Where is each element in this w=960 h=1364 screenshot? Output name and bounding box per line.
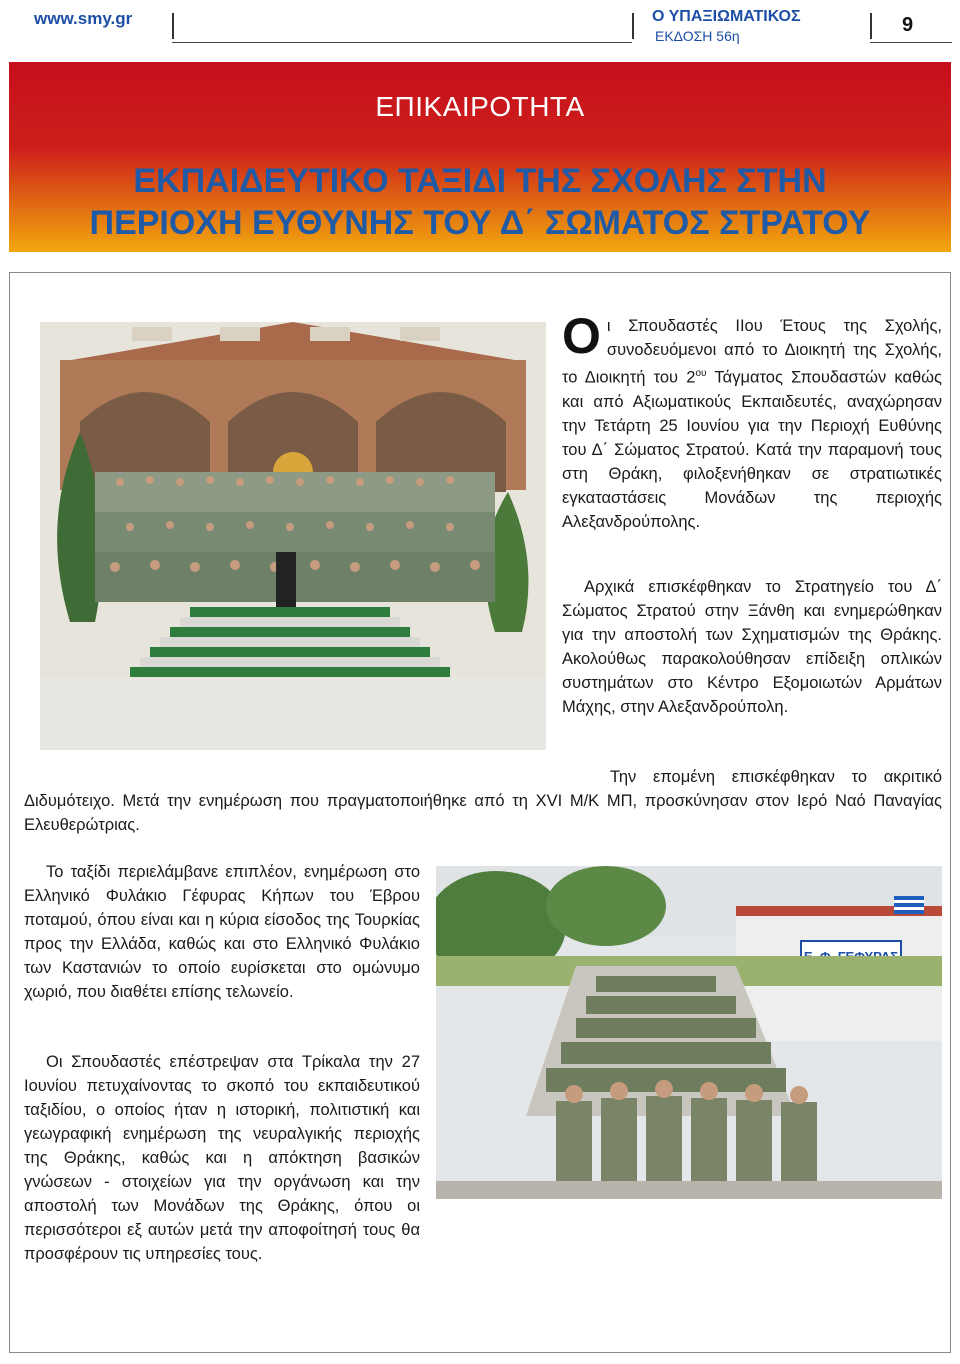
paragraph-1	[562, 308, 942, 534]
section-title: ΕΠΙΚΑΙΡΟΤΗΤΑ	[375, 91, 585, 122]
church-group-illustration	[40, 322, 546, 750]
frame-rule	[9, 272, 10, 1352]
article-intro	[562, 308, 942, 534]
article-headline	[12, 160, 948, 244]
paragraph-3-text: Την επομένη επισκέφθηκαν το ακριτικό Διδυμότειχο. Μετά την ενημέρωση που πραγματοποιήθηκε από τη XVI Μ/Κ ΜΠ, προσκύνησαν στον Ιερό Ναό Παναγίας Ελευθερώτριας.	[24, 768, 942, 834]
border-post-group-photo	[436, 866, 942, 1199]
header-rule	[870, 42, 952, 43]
paragraph-3	[24, 765, 942, 837]
page-header	[0, 0, 960, 52]
headline-line: ΠΕΡΙΟΧΗ ΕΥΘΥΝΗΣ ΤΟΥ Δ΄ ΣΩΜΑΤΟΣ ΣΤΡΑΤΟΥ	[89, 204, 871, 242]
publication-name: Ο ΥΠΑΞΙΩΜΑΤΙΚΟΣ	[652, 8, 801, 25]
edition-label: ΕΚΔΟΣΗ 56η	[655, 28, 740, 44]
ordinal-suffix: ου	[695, 368, 707, 379]
header-divider	[172, 13, 174, 39]
header-divider	[870, 13, 872, 39]
paragraph-4: Το ταξίδι περιελάμβανε επιπλέον, ενημέρωση στο Ελληνικό Φυλάκιο Γέφυρας Κήπων του Έβρου ποταμού, όπου είναι και η κύρια είσοδος της Τουρκίας προς την Ελλάδα, καθώς και στο Ελληνικό Φυλάκιο των Καστανιών το οποίο ευρίσκεται στο ομώνυμο χωριό, που διαθέτει επίσης τελωνείο.	[24, 863, 420, 1001]
border-post-illustration	[436, 866, 942, 1199]
page-number: 9	[902, 14, 914, 36]
drop-cap: Ο	[562, 308, 601, 364]
frame-rule	[950, 272, 951, 1352]
frame-rule	[9, 1352, 951, 1353]
header-rule	[172, 42, 632, 43]
paragraph-2: Αρχικά επισκέφθηκαν το Στρατηγείο του Δ΄ Σώματος Στρατού στην Ξάνθη και ενημερώθηκαν για την αποστολή των Σχηματισμών της Θράκης. Ακολούθως παρακολούθησαν επίδειξη οπλικών συστημάτων στο Κέντρο Εξομοιωτών Αρμάτων Μάχης, στην Αλεξανδρούπολη.	[562, 578, 942, 716]
paragraph-5: Οι Σπουδαστές επέστρεψαν στα Τρίκαλα την 27 Ιουνίου πετυχαίνοντας το σκοπό του εκπαιδευτικού ταξιδίου, ο οποίος ήταν η ιστορική, πολιτιστική και γεωγραφική ενημέρωση της νευραλγικής περιοχής της Θράκης, καθώς και η απόκτηση βασικών γνώσεων - στοιχείων για την οργάνωση και την αποστολή των Μονάδων της Θράκης, όπου οι περισσότεροι εξ αυτών μετά την αποφοίτησή τους θα προσφέρουν τις υπηρεσίες τους.	[24, 1053, 420, 1263]
site-url[interactable]: www.smy.gr	[34, 9, 133, 28]
frame-rule	[9, 272, 951, 273]
paragraph-1-text-b: Τάγματος Σπουδαστών καθώς και από Αξιωματικούς Εκπαιδευτές, αναχώρησαν την Τετάρτη 25 Ιουνίου για την Περιοχή Ευθύνης του Δ΄ Σώματος Στρατού. Κατά την παραμονή τους στη Θράκη, φιλοξενήθηκαν σε στρατιωτικές εγκαταστάσεις Μονάδων της περιοχής Αλεξανδρούπολης.	[562, 368, 942, 531]
paragraph-1-text-a: ι Σπουδαστές ΙΙου Έτους της Σχολής, συνοδευόμενοι από το Διοικητή της Σχολής, το Διοικητή του 2	[562, 317, 942, 387]
header-divider	[632, 13, 634, 39]
headline-line: ΕΚΠΑΙΔΕΥΤΙΚΟ ΤΑΞΙΔΙ ΤΗΣ ΣΧΟΛΗΣ ΣΤΗΝ	[133, 162, 827, 200]
church-group-photo	[40, 322, 546, 750]
